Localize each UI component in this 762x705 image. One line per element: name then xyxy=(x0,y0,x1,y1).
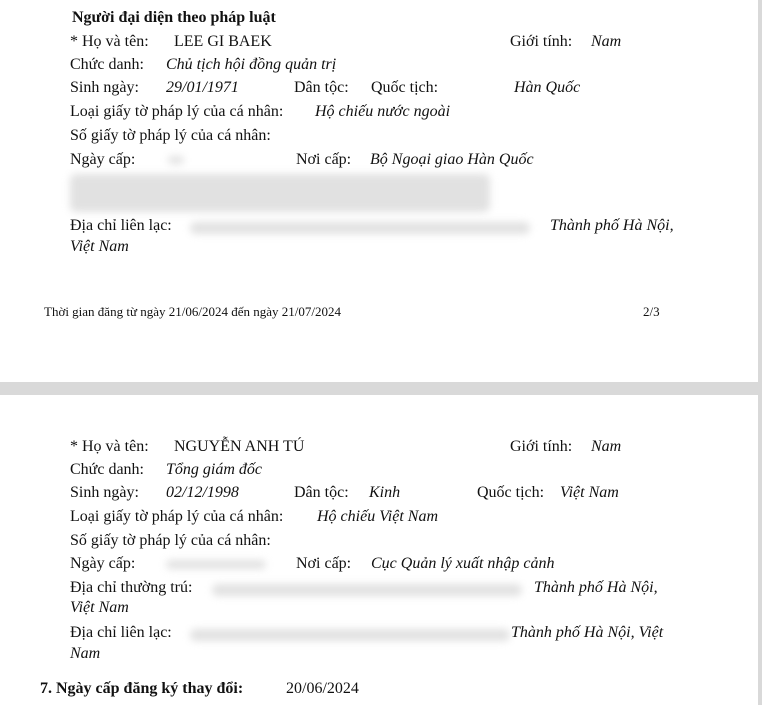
id-type-label: Loại giấy tờ pháp lý của cá nhân: xyxy=(70,103,284,120)
posting-period: Thời gian đăng từ ngày 21/06/2024 đến ngày 21/07/2024 xyxy=(44,304,341,319)
permanent-country: Việt Nam xyxy=(70,599,129,616)
redacted-contact-address xyxy=(190,629,510,641)
name-value: LEE GI BAEK xyxy=(174,33,272,50)
issue-place-value: Bộ Ngoại giao Hàn Quốc xyxy=(370,151,534,168)
id-type-value: Hộ chiếu Việt Nam xyxy=(317,508,439,525)
ethnicity-value: Kinh xyxy=(369,484,401,501)
position-label: Chức danh: xyxy=(70,56,144,73)
dob-label: Sinh ngày: xyxy=(70,79,139,96)
id-number-label: Số giấy tờ pháp lý của cá nhân: xyxy=(70,127,271,144)
redacted-contact-address xyxy=(190,222,530,234)
page-number: 2/3 xyxy=(643,304,660,319)
gender-label: Giới tính: xyxy=(510,438,573,455)
nationality-value: Hàn Quốc xyxy=(514,79,581,96)
contact-label: Địa chỉ liên lạc: xyxy=(70,217,172,234)
dob-value: 29/01/1971 xyxy=(166,79,239,96)
redacted-permanent-address xyxy=(70,174,490,212)
nationality-label: Quốc tịch: xyxy=(371,79,439,96)
id-type-value: Hộ chiếu nước ngoài xyxy=(315,103,451,120)
name-label: * Họ và tên: xyxy=(70,33,149,50)
nationality-value: Việt Nam xyxy=(560,484,619,501)
name-value: NGUYỄN ANH TÚ xyxy=(174,438,305,455)
change-date-value: 20/06/2024 xyxy=(286,680,359,697)
gender-value: Nam xyxy=(591,33,622,50)
gender-value: Nam xyxy=(591,438,622,455)
contact-label: Địa chỉ liên lạc: xyxy=(70,624,172,641)
ethnicity-label: Dân tộc: xyxy=(294,484,349,501)
redacted-issue-date xyxy=(168,156,184,164)
contact-city: Thành phố Hà Nội, Việt xyxy=(511,624,664,641)
position-value: Chủ tịch hội đồng quản trị xyxy=(166,56,337,73)
name-label: * Họ và tên: xyxy=(70,438,149,455)
issue-place-label: Nơi cấp: xyxy=(296,151,352,168)
contact-country: Nam xyxy=(70,645,101,662)
contact-country: Việt Nam xyxy=(70,238,129,255)
permanent-city: Thành phố Hà Nội, xyxy=(534,579,658,596)
permanent-address-label: Địa chỉ thường trú: xyxy=(70,579,193,596)
ethnicity-label: Dân tộc: xyxy=(294,79,349,96)
issue-place-label: Nơi cấp: xyxy=(296,555,352,572)
issue-place-value: Cục Quản lý xuất nhập cảnh xyxy=(371,555,555,572)
section-title: Người đại diện theo pháp luật xyxy=(72,9,276,26)
document-page-2 xyxy=(0,395,758,705)
redacted-issue-date xyxy=(166,560,266,569)
position-value: Tổng giám đốc xyxy=(166,461,262,478)
gender-label: Giới tính: xyxy=(510,33,573,50)
issue-date-label: Ngày cấp: xyxy=(70,555,136,572)
dob-value: 02/12/1998 xyxy=(166,484,239,501)
redacted-permanent-address xyxy=(212,584,522,596)
position-label: Chức danh: xyxy=(70,461,144,478)
change-date-label: 7. Ngày cấp đăng ký thay đổi: xyxy=(40,680,244,697)
nationality-label: Quốc tịch: xyxy=(477,484,545,501)
id-number-label: Số giấy tờ pháp lý của cá nhân: xyxy=(70,532,271,549)
id-type-label: Loại giấy tờ pháp lý của cá nhân: xyxy=(70,508,284,525)
dob-label: Sinh ngày: xyxy=(70,484,139,501)
contact-city: Thành phố Hà Nội, xyxy=(550,217,674,234)
issue-date-label: Ngày cấp: xyxy=(70,151,136,168)
